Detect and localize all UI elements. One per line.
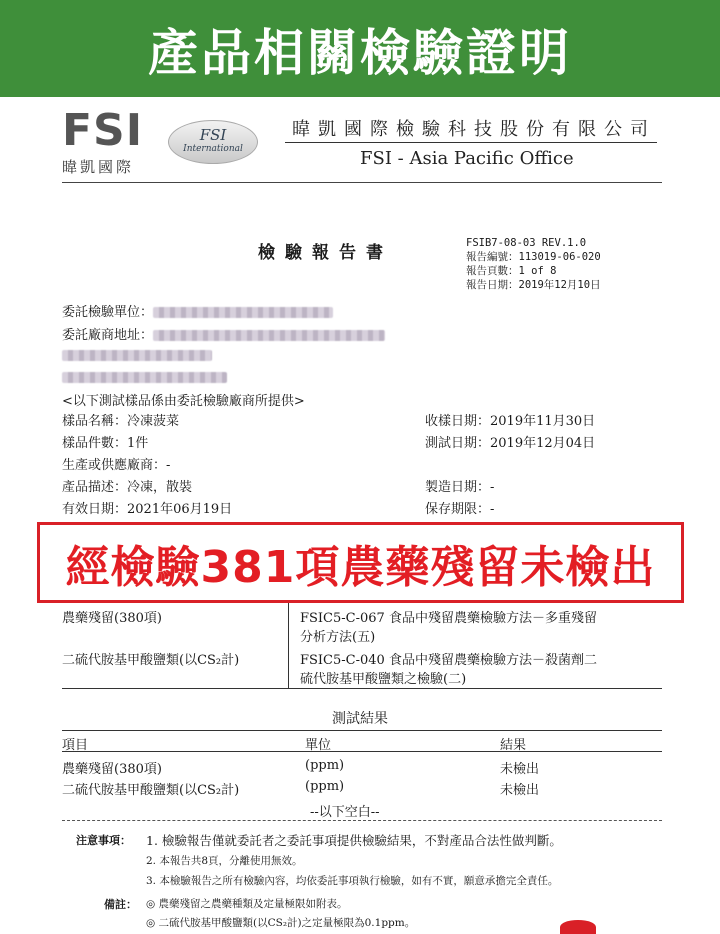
client-contact xyxy=(62,348,212,363)
client-unit-label: 委託檢驗單位： xyxy=(62,305,154,320)
method-desc xyxy=(300,609,597,647)
remark-label: 備註： xyxy=(104,898,137,911)
results-title: 測試結果 xyxy=(332,711,388,727)
report-date: 報告日期：2019年12月10日 xyxy=(466,279,601,291)
results-end-marker: --以下空白-- xyxy=(310,805,380,820)
company-name-en: FSI - Asia Pacific Office xyxy=(360,148,574,169)
sample-source-note: <以下測試樣品係由委託檢驗廠商所提供> xyxy=(62,394,305,409)
report-title: 檢驗報告書 xyxy=(258,243,393,263)
method-table-divider xyxy=(288,603,289,689)
results-header-unit: 單位 xyxy=(305,738,332,753)
test-date: 測試日期：2019年12月04日 xyxy=(425,436,596,451)
redacted-contact xyxy=(62,350,212,361)
note-3: 3. 本檢驗報告之所有檢驗內容，均依委託事項執行檢驗，如有不實，願意承擔完全責任。 xyxy=(146,875,559,887)
method-item: 農藥殘留(380項) xyxy=(62,611,162,626)
company-name-cn: 暐凱國際檢驗科技股份有限公司 xyxy=(292,119,656,140)
emblem-top-text: FSI xyxy=(199,126,227,144)
redacted-phone xyxy=(62,372,227,383)
report-pages: 報告頁數：1 of 8 xyxy=(466,265,557,277)
form-code: FSIB7-08-03 REV.1.0 xyxy=(466,237,587,249)
sample-expiry: 有效日期：2021年06月19日 xyxy=(62,502,233,517)
results-row-result: 未檢出 xyxy=(500,762,540,777)
notes-divider xyxy=(62,820,662,821)
fsi-logo xyxy=(62,105,144,177)
remark-1: ◎ 農藥殘留之農藥種類及定量極限如附表。 xyxy=(146,898,348,910)
method-desc xyxy=(300,651,597,689)
remark-2: ◎ 二硫代胺基甲酸鹽類(以CS₂計)之定量極限為0.1ppm。 xyxy=(146,917,416,929)
results-header-rule xyxy=(62,751,662,752)
client-address xyxy=(62,324,385,343)
method-item: 二硫代胺基甲酸鹽類(以CS₂計) xyxy=(62,653,240,668)
client-phone xyxy=(62,370,227,385)
notes-label: 注意事項： xyxy=(76,834,131,847)
results-row-unit: (ppm) xyxy=(305,779,345,794)
highlight-callout xyxy=(37,522,684,603)
client-address-label: 委託廠商地址： xyxy=(62,328,154,343)
results-row-unit: (ppm) xyxy=(305,758,345,773)
logo-text: FSI xyxy=(62,105,144,156)
shelf-life: 保存期限：- xyxy=(425,502,495,517)
page-banner: 產品相關檢驗證明 xyxy=(0,0,720,97)
method-desc-line: FSIC5-C-040 食品中殘留農藥檢驗方法－殺菌劑二 xyxy=(300,653,597,668)
results-header-item: 項目 xyxy=(62,738,89,753)
results-row-item: 農藥殘留(380項) xyxy=(62,762,162,777)
red-stamp-edge xyxy=(560,920,596,934)
logo-subtext: 暐凱國際 xyxy=(62,158,135,176)
results-header-result: 結果 xyxy=(500,738,527,753)
emblem-bottom-text: International xyxy=(183,144,243,154)
sample-description: 產品描述：冷凍，散裝 xyxy=(62,480,193,495)
results-row-result: 未檢出 xyxy=(500,783,540,798)
manufacture-date: 製造日期：- xyxy=(425,480,495,495)
redacted-address xyxy=(153,330,385,341)
method-desc-line: 硫代胺基甲酸鹽類之檢驗(二) xyxy=(300,672,467,687)
callout-text: 經檢驗381項農藥殘留未檢出 xyxy=(65,541,656,593)
redacted-client-name xyxy=(153,307,333,318)
method-desc-line: 分析方法(五) xyxy=(300,630,376,645)
results-top-rule xyxy=(62,730,662,731)
sample-producer: 生產或供應廠商：- xyxy=(62,458,171,473)
header-divider xyxy=(285,142,657,143)
results-row-item: 二硫代胺基甲酸鹽類(以CS₂計) xyxy=(62,783,240,798)
received-date: 收樣日期：2019年11月30日 xyxy=(425,414,596,429)
letterhead-separator xyxy=(62,182,662,183)
report-meta xyxy=(466,236,601,292)
client-unit xyxy=(62,301,333,320)
note-1: 1. 檢驗報告僅就委託者之委託事項提供檢驗結果，不對產品合法性做判斷。 xyxy=(146,833,562,848)
sample-count: 樣品件數：1件 xyxy=(62,436,149,451)
fsi-international-emblem xyxy=(168,120,258,164)
note-2: 2. 本報告共8頁，分離使用無效。 xyxy=(146,855,303,867)
report-number: 報告編號：113019-06-020 xyxy=(466,251,601,263)
method-desc-line: FSIC5-C-067 食品中殘留農藥檢驗方法－多重殘留 xyxy=(300,611,597,626)
sample-name: 樣品名稱：冷凍菠菜 xyxy=(62,414,180,429)
